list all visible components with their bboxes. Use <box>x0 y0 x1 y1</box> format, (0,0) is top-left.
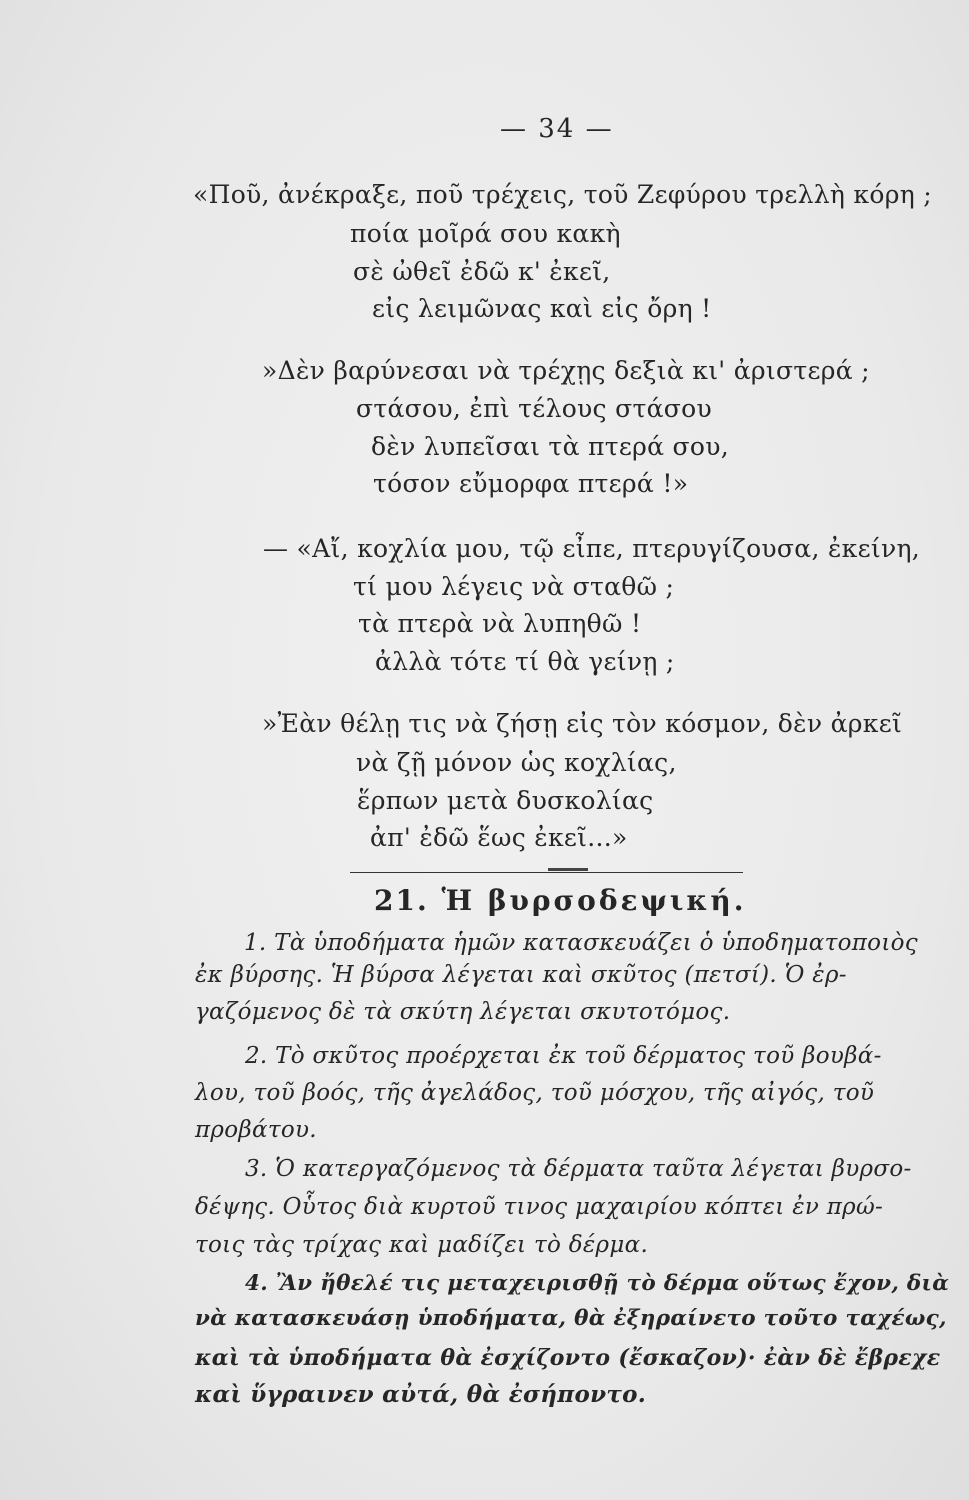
poem-line: στάσου, ἐπὶ τέλους στάσου <box>356 394 712 423</box>
section-heading <box>374 884 747 917</box>
divider-ornament <box>548 868 588 871</box>
paragraph-line: 2. Τὸ σκῦτος προέρχεται ἐκ τοῦ δέρματος τοῦ βουβά- <box>245 1043 882 1069</box>
paragraph-line: δέψης. Οὗτος διὰ κυρτοῦ τινος μαχαιρίου κόπτει ἐν πρώ- <box>195 1194 884 1220</box>
poem-line: τόσον εὔμορφα πτερά !» <box>373 469 689 498</box>
poem-line: σὲ ὠθεῖ ἐδῶ κ' ἐκεῖ, <box>353 257 611 286</box>
paragraph-line: γαζόμενος δὲ τὰ σκύτη λέγεται σκυτοτόμος. <box>195 999 731 1025</box>
paragraph-line: 4. Ἂν ἤθελέ τις μεταχειρισθῇ τὸ δέρμα οὕτως ἔχον, διὰ <box>245 1271 950 1296</box>
poem-line: »Δὲν βαρύνεσαι νὰ τρέχῃς δεξιὰ κι' ἀριστερά ; <box>262 356 870 385</box>
poem-line: νὰ ζῇ μόνον ὡς κοχλίας, <box>356 748 677 777</box>
section-divider <box>350 872 743 873</box>
poem-line: εἰς λειμῶνας καὶ εἰς ὄρη ! <box>372 294 712 323</box>
paragraph-line: προβάτου. <box>195 1117 317 1143</box>
poem-line: »Ἐὰν θέλῃ τις νὰ ζήσῃ εἰς τὸν κόσμον, δὲν ἀρκεῖ <box>262 709 903 738</box>
poem-line: ἕρπων μετὰ δυσκολίας <box>357 786 654 815</box>
paragraph-line: καὶ ὕγραινεν αὐτά, θὰ ἐσήποντο. <box>195 1381 647 1408</box>
paragraph-line: λου, τοῦ βοός, τῆς ἀγελάδος, τοῦ μόσχου, τῆς αἰγός, τοῦ <box>195 1080 875 1106</box>
paragraph-line: τοις τὰς τρίχας καὶ μαδίζει τὸ δέρμα. <box>195 1232 649 1258</box>
paragraph-line: 1. Τὰ ὑποδήματα ἡμῶν κατασκευάζει ὁ ὑποδηματοποιὸς <box>244 930 918 956</box>
poem-line: — «Αἴ, κοχλία μου, τῷ εἶπε, πτερυγίζουσα, ἐκείνη, <box>263 534 920 563</box>
paragraph-line: νὰ κατασκευάσῃ ὑποδήματα, θὰ ἐξηραίνετο τοῦτο ταχέως, <box>195 1306 947 1331</box>
paragraph-line: 3. Ὁ κατεργαζόμενος τὰ δέρματα ταῦτα λέγεται βυρσο- <box>245 1156 912 1182</box>
poem-line: τί μου λέγεις νὰ σταθῶ ; <box>353 572 675 601</box>
poem-line: τὰ πτερὰ νὰ λυπηθῶ ! <box>358 609 642 638</box>
section-title: Ἡ βυρσοδεψική. <box>441 884 747 917</box>
poem-line: ἀπ' ἐδῶ ἕως ἐκεῖ...» <box>370 823 628 852</box>
poem-line: δὲν λυπεῖσαι τὰ πτερά σου, <box>371 432 729 461</box>
poem-line: ποία μοῖρά σου κακὴ <box>350 219 621 248</box>
section-number: 21. <box>374 884 429 917</box>
poem-line: ἀλλὰ τότε τί θὰ γείνῃ ; <box>375 647 675 676</box>
paragraph-line: καὶ τὰ ὑποδήματα θὰ ἐσχίζοντο (ἔσκαζον)· ἐὰν δὲ ἔβρεχε <box>195 1345 941 1371</box>
poem-line: «Ποῦ, ἀνέκραξε, ποῦ τρέχεις, τοῦ Ζεφύρου τρελλὴ κόρη ; <box>193 180 932 209</box>
paragraph-line: ἐκ βύρσης. Ἡ βύρσα λέγεται καὶ σκῦτος (πετσί). Ὁ ἐρ- <box>195 962 847 988</box>
page-number: — 34 — <box>500 114 614 144</box>
